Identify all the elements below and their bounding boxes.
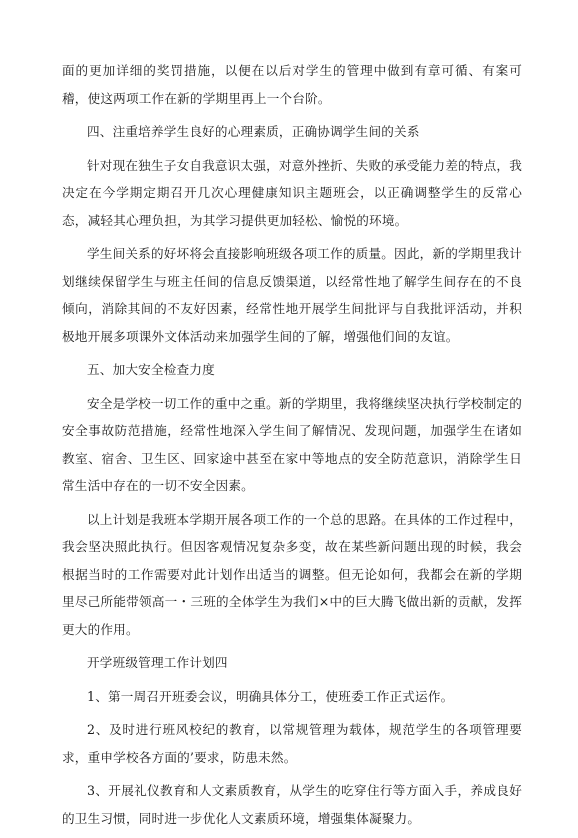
document-body (62, 57, 522, 838)
paragraph-continuation: 面的更加详细的奖罚措施，以便在以后对学生的管理中做到有章可循、有案可稽，使这两项工作在新的学期里再上一个台阶。 (62, 63, 522, 106)
plan-title-4: 开学班级管理工作计划四 (87, 655, 228, 670)
list-item-1: 1、第一周召开班委会议，明确具体分工，使班委工作正式运作。 (87, 688, 454, 704)
list-item-2: 2、及时进行班风校纪的教育，以常规管理为载体，规范学生的各项管理要求，重申学校各方面的’要求，防患未然。 (62, 722, 522, 765)
paragraph-relationships: 学生间关系的好坏将会直接影响班级各项工作的质量。因此，新的学期里我计划继续保留学生与班主任间的信息反馈渠道，以经常性地了解学生间存在的不良倾向，消除其间的不友好因素，经常性地开展学生间批评与自我批评活动，并积极地开展多项课外文体活动来加强学生间的了解，增强他们间的友谊。 (62, 246, 522, 344)
paragraph-conclusion: 以上计划是我班本学期开展各项工作的一个总的思路。在具体的工作过程中，我会坚决照此执行。但因客观情况复杂多变，故在某些新问题出现的时候，我会根据当时的工作需要对此计划作出适当的调整。但无论如何，我都会在新的学期里尽己所能带领高一・三班的全体学生为我们×中的巨大腾飞做出新的贡献，发挥更大的作用。 (62, 511, 522, 637)
list-item-3: 3、开展礼仪教育和人文素质教育，从学生的吃穿住行等方面入手，养成良好的卫生习惯，同时进一步优化人文素质环境，增强集体凝聚力。 (62, 783, 522, 826)
paragraph-psychology: 针对现在独生子女自我意识太强，对意外挫折、失败的承受能力差的特点，我决定在今学期定期召开几次心理健康知识主题班会，以正确调整学生的反常心态，减轻其心理负担，为其学习提供更加轻松、愉悦的环境。 (62, 157, 522, 228)
section-heading-5: 五、加大安全检查力度 (87, 362, 215, 377)
paragraph-safety: 安全是学校一切工作的重中之重。新的学期里，我将继续坚决执行学校制定的安全事故防范措施，经常性地深入学生间了解情况、发现问题，加强学生在诸如教室、宿舍、卫生区、回家途中甚至在家中等地点的安全防范意识，消除学生日常生活中存在的一切不安全因素。 (62, 395, 522, 493)
section-heading-4: 四、注重培养学生良好的心理素质，正确协调学生间的关系 (87, 124, 420, 139)
